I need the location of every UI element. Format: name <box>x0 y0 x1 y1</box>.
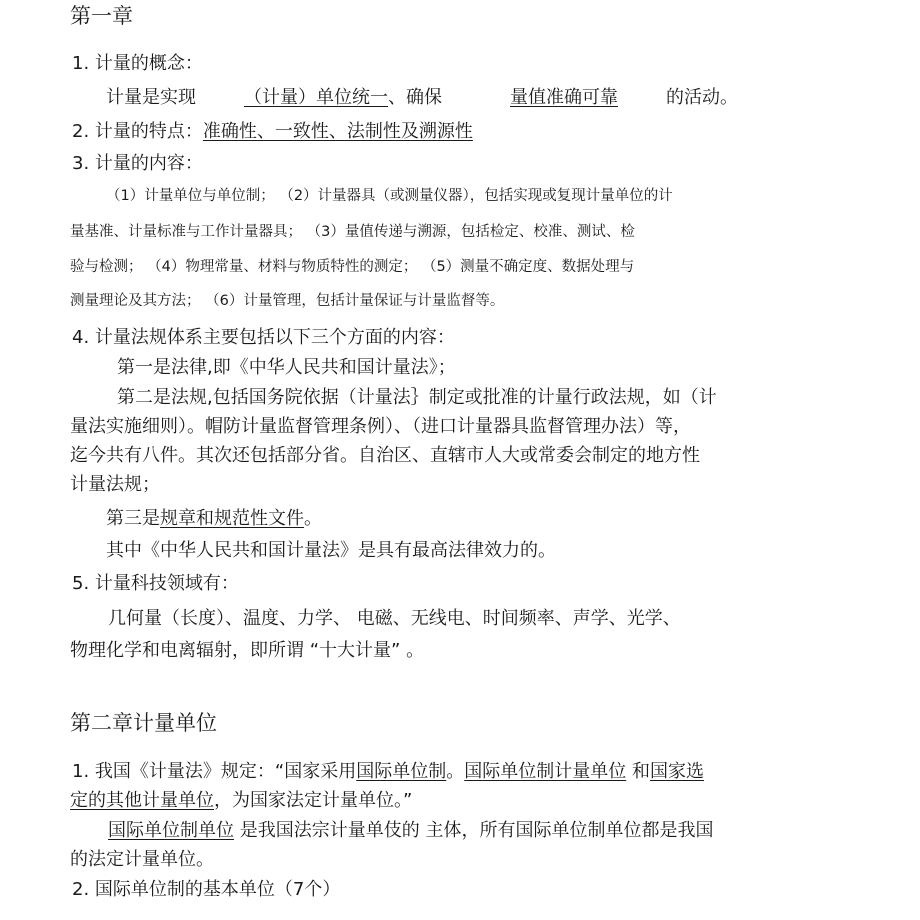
section-5-line-2: 物理化学和电离辐射，即所谓 “十大计量” 。 <box>70 640 425 661</box>
ch2-text-a: 1. 我国《计量法》规定：“国家采用 <box>72 761 357 782</box>
chapter-2-title: 第二章计量单位 <box>70 711 217 735</box>
section-5-heading: 5. 计量科技领域有： <box>72 573 239 594</box>
underlined-national-units-1: 国家选 <box>649 761 704 782</box>
paragraph-3-text-1: 第三是 <box>106 508 160 529</box>
section-4-paragraph-2-line-1: 第二是法规,包括国务院依据（计量法｝制定或批准的计量行政法规，如（计 <box>117 387 717 408</box>
section-4-paragraph-2-line-4: 计量法规； <box>70 474 160 495</box>
paragraph-3-text-2: 。 <box>304 508 322 529</box>
ch2-text-c: 和 <box>626 761 650 782</box>
definition-text-1: 计量是实现 <box>106 87 196 108</box>
ch2-text-b: 。 <box>446 761 465 782</box>
section-3-line-4: 测量理论及其方法； （6）计量管理，包括计量保证与计量监督等。 <box>70 293 505 309</box>
definition-text-3: 的活动。 <box>666 87 738 108</box>
section-3-line-1: （1）计量单位与单位制； （2）计量器具（或测量仪器），包括实现或复现计量单位的计 <box>106 188 673 204</box>
ch2-section-1-line-4: 的法定计量单位。 <box>70 849 214 870</box>
definition-text-2: 、确保 <box>388 87 442 108</box>
section-3-heading: 3. 计量的内容： <box>72 153 203 174</box>
section-2-line <box>72 121 473 143</box>
underlined-si: 国际单位制 <box>356 761 447 782</box>
underlined-unit-unification: （计量）单位统一 <box>244 87 388 108</box>
ch2-section-1-line-3 <box>108 820 713 842</box>
section-4-paragraph-1: 第一是法律,即《中华人民共和国计量法》； <box>117 357 456 378</box>
section-4-paragraph-2-line-3: 迄今共有八件。其次还包括部分省。自治区、直辖市人大或常委会制定的地方性 <box>70 445 700 466</box>
ch2-section-2-heading: 2. 国际单位制的基本单位（7个） <box>72 879 341 900</box>
ch2-text-e: 是我国法宗计量单伎的 主体，所有国际单位制单位都是我国 <box>234 820 714 841</box>
underlined-characteristics: 准确性、一致性、法制性及溯源性 <box>202 121 473 142</box>
chapter-1-title: 第一章 <box>70 4 133 28</box>
underlined-si-units: 国际单位制计量单位 <box>464 761 627 782</box>
section-1-heading: 1. 计量的概念： <box>72 53 203 74</box>
section-4-paragraph-2-line-2: 量法实施细则）。帽防计量监督管理条例）、（进口计量器具监督管理办法）等， <box>70 416 691 437</box>
section-4-paragraph-3 <box>106 508 322 530</box>
underlined-national-units-2: 定的其他计量单位 <box>70 790 214 811</box>
section-4-paragraph-4: 其中《中华人民共和国计量法》是具有最高法律效力的。 <box>106 540 556 561</box>
section-1-definition <box>106 87 738 109</box>
section-3-line-2: 量基准、计量标准与工作计量器具； （3）量值传递与溯源，包括检定、校准、测试、检 <box>70 224 635 240</box>
ch2-text-d: ，为国家法定计量单位。” <box>214 790 413 811</box>
ch2-section-1-line-2 <box>70 790 412 812</box>
underlined-regulations: 规章和规范性文件 <box>160 508 304 529</box>
section-3-line-3: 验与检测； （4）物理常量、材料与物质特性的测定； （5）测量不确定度、数据处理与 <box>70 259 635 275</box>
section-5-line-1: 几何量（长度）、温度、力学、 电磁、无线电、时间频率、声学、光学、 <box>108 608 681 629</box>
ch2-section-1-line-1 <box>72 761 704 783</box>
section-2-heading: 2. 计量的特点： <box>72 121 203 142</box>
section-4-heading: 4. 计量法规体系主要包括以下三个方面的内容： <box>72 327 455 348</box>
underlined-si-unit-main: 国际单位制单位 <box>108 820 234 841</box>
underlined-accurate-values: 量值准确可靠 <box>510 87 618 108</box>
